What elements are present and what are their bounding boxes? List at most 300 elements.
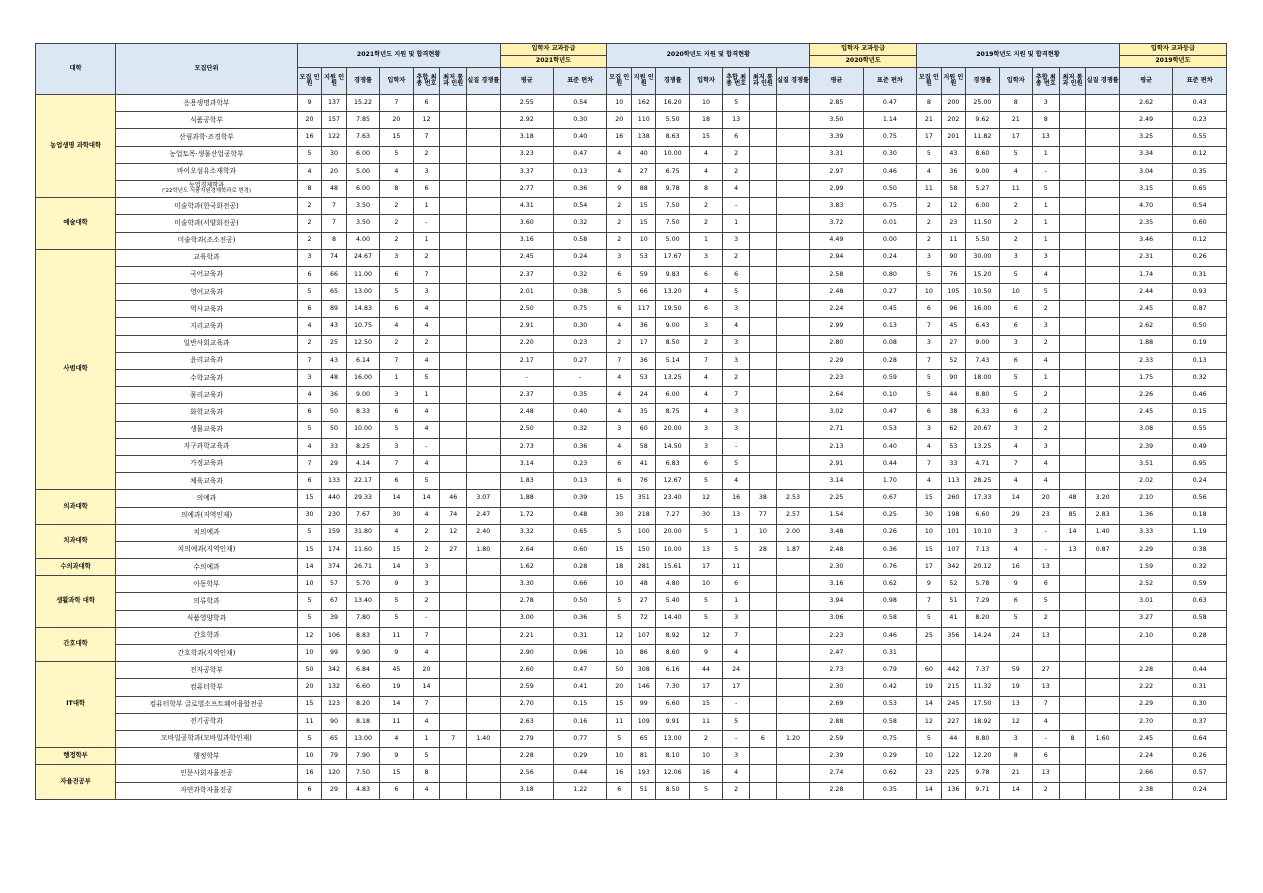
header-univ: 대학 [36, 44, 116, 95]
data-cell: 8 [999, 748, 1032, 765]
data-cell: 0.55 [1173, 421, 1227, 438]
data-cell [1059, 284, 1086, 301]
unit-name: 식품영양학과 [116, 610, 298, 627]
data-cell: 40 [631, 146, 656, 163]
data-cell: 7 [297, 455, 322, 472]
data-cell: 5 [380, 284, 413, 301]
data-cell: 2.37 [500, 266, 553, 283]
data-cell: 6 [917, 301, 942, 318]
data-cell [776, 679, 809, 696]
data-cell: 17 [917, 559, 942, 576]
unit-name: 산림과학·조경학부 [116, 129, 298, 146]
data-cell: 11 [941, 232, 966, 249]
data-cell: 0.16 [553, 713, 606, 730]
data-cell: 4 [297, 387, 322, 404]
data-cell: 19 [380, 679, 413, 696]
data-cell: 1.62 [500, 559, 553, 576]
data-cell: 4 [917, 473, 942, 490]
data-cell: 12.67 [656, 473, 689, 490]
data-cell: 3.02 [810, 404, 863, 421]
data-cell [440, 163, 467, 180]
subheader-enrolled: 입학자 [999, 68, 1032, 95]
data-cell: 0.29 [863, 748, 916, 765]
data-cell: 0.08 [863, 335, 916, 352]
data-cell: 3.18 [500, 782, 553, 799]
data-cell [776, 387, 809, 404]
data-cell [1059, 679, 1086, 696]
data-cell [1086, 662, 1119, 679]
data-cell: 0.57 [1173, 765, 1227, 782]
data-cell: 0.36 [553, 610, 606, 627]
data-cell: 7 [380, 95, 413, 112]
data-cell: 0.75 [863, 198, 916, 215]
data-cell: 9.00 [346, 387, 379, 404]
data-cell: 59 [631, 266, 656, 283]
data-cell: 6.60 [656, 696, 689, 713]
data-cell [1086, 696, 1119, 713]
data-cell: 14 [999, 782, 1032, 799]
data-cell: 50 [322, 404, 347, 421]
data-cell: 15 [689, 129, 722, 146]
data-cell: 5 [297, 284, 322, 301]
data-cell: 5 [999, 610, 1032, 627]
data-cell: 7.13 [966, 541, 999, 558]
data-cell: 1 [723, 215, 750, 232]
data-cell: 13 [999, 696, 1032, 713]
data-cell: 1.88 [500, 490, 553, 507]
data-cell [1086, 593, 1119, 610]
data-cell: 5.50 [966, 232, 999, 249]
data-cell: 17 [917, 129, 942, 146]
data-cell: 2.48 [810, 284, 863, 301]
data-cell: 5 [917, 146, 942, 163]
data-cell: 6.00 [656, 387, 689, 404]
data-cell: 20.00 [656, 421, 689, 438]
data-cell: 6.83 [656, 455, 689, 472]
table-row [36, 748, 1227, 765]
data-cell: 9 [297, 95, 322, 112]
data-cell [467, 662, 500, 679]
data-cell: 5 [380, 610, 413, 627]
data-cell [1086, 421, 1119, 438]
table-row [36, 627, 1227, 644]
data-cell [1059, 249, 1086, 266]
data-cell: 0.87 [1086, 541, 1119, 558]
subheader-grade-stddev: 표준 편차 [1173, 68, 1227, 95]
data-cell: 58 [631, 438, 656, 455]
subheader-enrolled: 입학자 [380, 68, 413, 95]
data-cell [467, 679, 500, 696]
data-cell [1086, 576, 1119, 593]
unit-name: 미술학과(한국화전공) [116, 198, 298, 215]
unit-name: 일반사회교육과 [116, 335, 298, 352]
data-cell: 2.10 [1119, 490, 1172, 507]
data-cell: 2.48 [810, 541, 863, 558]
data-cell: 30 [297, 507, 322, 524]
data-cell: 1.83 [500, 473, 553, 490]
table-row [36, 198, 1227, 215]
data-cell: 2 [380, 215, 413, 232]
data-cell: 14.83 [346, 301, 379, 318]
data-cell [750, 129, 777, 146]
data-cell [467, 215, 500, 232]
data-cell: 5 [297, 421, 322, 438]
table-row [36, 301, 1227, 318]
data-cell: 15 [631, 215, 656, 232]
data-cell: 16 [607, 129, 632, 146]
data-cell: 10 [297, 645, 322, 662]
data-cell: 0.23 [553, 335, 606, 352]
data-cell: 0.54 [1173, 198, 1227, 215]
data-cell: 1.59 [1119, 559, 1172, 576]
data-cell: 0.50 [863, 180, 916, 197]
data-cell: 6 [380, 782, 413, 799]
data-cell [1086, 352, 1119, 369]
data-cell: 5 [723, 713, 750, 730]
unit-name: 컴퓨터학부 글로벌소프트웨어융합전공 [116, 696, 298, 713]
data-cell: 1 [1032, 215, 1059, 232]
data-cell: 3.27 [1119, 610, 1172, 627]
data-cell: 0.58 [863, 713, 916, 730]
subheader-grade-mean: 평균 [1119, 68, 1172, 95]
table-row [36, 284, 1227, 301]
data-cell: 48 [631, 576, 656, 593]
data-cell: 14 [297, 559, 322, 576]
data-cell: 5 [917, 387, 942, 404]
data-cell: 0.27 [863, 284, 916, 301]
data-cell: 5 [917, 266, 942, 283]
data-cell: 11 [607, 713, 632, 730]
data-cell: 20.12 [966, 559, 999, 576]
data-cell: 7 [413, 627, 440, 644]
data-cell [750, 645, 777, 662]
data-cell: 8 [1032, 112, 1059, 129]
data-cell: 0.59 [1173, 576, 1227, 593]
data-cell: 1 [413, 730, 440, 747]
unit-name: 바이오섬유소재학과 [116, 163, 298, 180]
unit-name: 국어교육과 [116, 266, 298, 283]
data-cell: 2.85 [810, 95, 863, 112]
data-cell: 6 [689, 301, 722, 318]
data-cell: 13 [1032, 559, 1059, 576]
data-cell: 0.43 [1173, 95, 1227, 112]
data-cell: 30 [380, 507, 413, 524]
data-cell: 8 [297, 180, 322, 197]
data-cell [1086, 610, 1119, 627]
data-cell [776, 95, 809, 112]
data-cell: 442 [941, 662, 966, 679]
data-cell [440, 301, 467, 318]
data-cell: 0.28 [863, 352, 916, 369]
data-cell: 9 [380, 748, 413, 765]
data-cell: 6 [413, 180, 440, 197]
data-cell: 7.85 [346, 112, 379, 129]
data-cell: 11 [689, 713, 722, 730]
data-cell: 18 [689, 112, 722, 129]
data-cell: 3 [380, 249, 413, 266]
data-cell: 17 [689, 559, 722, 576]
data-cell: 5 [689, 782, 722, 799]
data-cell [467, 645, 500, 662]
data-cell: 2.33 [1119, 352, 1172, 369]
data-cell [467, 370, 500, 387]
data-cell: 0.40 [553, 404, 606, 421]
data-cell: 5 [689, 593, 722, 610]
data-cell: 3.39 [810, 129, 863, 146]
data-cell: 21 [917, 112, 942, 129]
data-cell: 2 [297, 232, 322, 249]
data-cell: 14 [917, 696, 942, 713]
data-cell [1086, 370, 1119, 387]
data-cell: 13.00 [656, 730, 689, 747]
unit-name: 화학교육과 [116, 404, 298, 421]
data-cell [1059, 146, 1086, 163]
subheader-final-waitlist-number: 추합 최종 번호 [1032, 68, 1059, 95]
data-cell: 8 [917, 95, 942, 112]
data-cell [440, 473, 467, 490]
data-cell: 4 [1032, 352, 1059, 369]
subheader-grade-mean: 평균 [500, 68, 553, 95]
header-grade-2021: 입학자 교과등급 [500, 44, 607, 56]
data-cell: 2 [999, 198, 1032, 215]
data-cell: 27 [631, 593, 656, 610]
data-cell: 9.78 [656, 180, 689, 197]
data-cell: 48 [322, 180, 347, 197]
data-cell: 5 [297, 593, 322, 610]
data-cell: 0.13 [863, 318, 916, 335]
data-cell [966, 645, 999, 662]
subheader-competition-rate: 경쟁률 [346, 68, 379, 95]
data-cell [776, 404, 809, 421]
data-cell: 3.83 [810, 198, 863, 215]
data-cell [776, 370, 809, 387]
data-cell: 41 [631, 455, 656, 472]
subheader-grade-stddev: 표준 편차 [553, 68, 606, 95]
data-cell: 8.80 [966, 387, 999, 404]
header-grade-2020: 입학자 교과등급 [810, 44, 917, 56]
data-cell: 4.71 [966, 455, 999, 472]
data-cell: 17.33 [966, 490, 999, 507]
data-cell: 2.50 [500, 301, 553, 318]
table-row [36, 473, 1227, 490]
data-cell: 4 [297, 438, 322, 455]
data-cell [467, 576, 500, 593]
data-cell: 4 [1032, 473, 1059, 490]
data-cell: 13.25 [656, 370, 689, 387]
data-cell [467, 95, 500, 112]
data-cell [440, 232, 467, 249]
data-cell: 20.00 [656, 524, 689, 541]
data-cell [467, 404, 500, 421]
data-cell [776, 748, 809, 765]
header-2020: 2020학년도 지원 및 합격현황 [607, 44, 810, 68]
data-cell: 0.12 [1173, 146, 1227, 163]
data-cell: 2.28 [1119, 662, 1172, 679]
data-cell: 14 [1059, 524, 1086, 541]
college-name: 생활과학 대학 [36, 576, 116, 628]
data-cell: 4 [689, 146, 722, 163]
data-cell: 20 [322, 163, 347, 180]
data-cell: 2.23 [810, 370, 863, 387]
data-cell: 3.16 [500, 232, 553, 249]
data-cell: 12 [440, 524, 467, 541]
data-cell: 6 [607, 301, 632, 318]
data-cell: 2 [413, 541, 440, 558]
data-cell: 8 [1059, 730, 1086, 747]
data-cell: 3 [413, 576, 440, 593]
data-cell: 6 [380, 266, 413, 283]
data-cell: 0.66 [553, 576, 606, 593]
data-cell: 3.07 [467, 490, 500, 507]
table-row [36, 610, 1227, 627]
data-cell: 159 [322, 524, 347, 541]
data-cell: 6 [380, 301, 413, 318]
data-cell: 7.50 [656, 215, 689, 232]
data-cell [1086, 146, 1119, 163]
data-cell: 10.00 [656, 541, 689, 558]
data-cell: 122 [941, 748, 966, 765]
data-cell: 109 [631, 713, 656, 730]
data-cell [776, 146, 809, 163]
data-cell: 8.50 [656, 782, 689, 799]
data-cell: 8.92 [656, 627, 689, 644]
data-cell: 5 [1032, 593, 1059, 610]
data-cell: 7 [322, 215, 347, 232]
data-cell: 0.63 [1173, 593, 1227, 610]
data-cell [1059, 576, 1086, 593]
data-cell: 4 [607, 387, 632, 404]
data-cell: 0.76 [863, 559, 916, 576]
data-cell: - [723, 696, 750, 713]
data-cell: 113 [941, 473, 966, 490]
data-cell: 8.75 [656, 404, 689, 421]
data-cell: 5 [689, 524, 722, 541]
table-row [36, 559, 1227, 576]
data-cell: 3 [917, 421, 942, 438]
data-cell: 0.30 [863, 146, 916, 163]
data-cell: 15 [297, 541, 322, 558]
data-cell: 2.62 [1119, 95, 1172, 112]
data-cell: 0.26 [1173, 249, 1227, 266]
data-cell: 3.50 [346, 198, 379, 215]
data-cell: - [1032, 163, 1059, 180]
college-name: 행정학부 [36, 748, 116, 765]
data-cell [1059, 387, 1086, 404]
data-cell: 0.13 [553, 473, 606, 490]
data-cell: 21 [999, 112, 1032, 129]
data-cell: 16.00 [966, 301, 999, 318]
data-cell [1059, 662, 1086, 679]
data-cell: 0.93 [1173, 284, 1227, 301]
data-cell: 2 [413, 335, 440, 352]
data-cell: 2.45 [1119, 404, 1172, 421]
data-cell [1086, 301, 1119, 318]
admission-table-container [35, 43, 1227, 800]
data-cell [1059, 180, 1086, 197]
data-cell: 44 [941, 387, 966, 404]
data-cell: 225 [941, 765, 966, 782]
data-cell: 8 [413, 765, 440, 782]
data-cell [467, 713, 500, 730]
data-cell: 20 [297, 679, 322, 696]
data-cell: 3 [297, 370, 322, 387]
data-cell: 58 [941, 180, 966, 197]
data-cell: 4 [723, 765, 750, 782]
data-cell [750, 198, 777, 215]
data-cell: 1.40 [1086, 524, 1119, 541]
data-cell: 15 [297, 696, 322, 713]
data-cell: 20 [607, 679, 632, 696]
data-cell [750, 679, 777, 696]
data-cell: 0.45 [863, 301, 916, 318]
data-cell [440, 198, 467, 215]
data-cell: 122 [322, 129, 347, 146]
data-cell: 27 [440, 541, 467, 558]
data-cell: 6 [917, 404, 942, 421]
data-cell [467, 593, 500, 610]
data-cell: 62 [941, 421, 966, 438]
data-cell: 2 [723, 370, 750, 387]
data-cell: - [1032, 541, 1059, 558]
data-cell: 0.25 [863, 507, 916, 524]
data-cell: 2.39 [810, 748, 863, 765]
unit-name: 윤리교육과 [116, 352, 298, 369]
data-cell: 8.33 [346, 404, 379, 421]
data-cell: 3 [723, 748, 750, 765]
data-cell: 2.70 [500, 696, 553, 713]
subheader-min-pass: 최저 통과 인원 [750, 68, 777, 95]
data-cell: 3 [689, 249, 722, 266]
data-cell [467, 163, 500, 180]
data-cell: 2 [1032, 404, 1059, 421]
data-cell: 8.20 [966, 610, 999, 627]
data-cell: 13 [1032, 765, 1059, 782]
data-cell: 5 [723, 455, 750, 472]
data-cell [1059, 266, 1086, 283]
data-cell: 10 [689, 95, 722, 112]
data-cell: 4 [607, 438, 632, 455]
data-cell: 3 [999, 421, 1032, 438]
data-cell: 201 [941, 129, 966, 146]
data-cell: 4 [1032, 455, 1059, 472]
data-cell: 7.90 [346, 748, 379, 765]
data-cell: 342 [941, 559, 966, 576]
data-cell: 2 [999, 215, 1032, 232]
data-cell: 2.55 [500, 95, 553, 112]
data-cell: 9 [689, 645, 722, 662]
data-cell: 0.44 [863, 455, 916, 472]
data-cell: 5 [607, 593, 632, 610]
data-cell: 1.22 [553, 782, 606, 799]
data-cell: 1.60 [1086, 730, 1119, 747]
subheader-grade-stddev: 표준 편차 [863, 68, 916, 95]
data-cell [440, 645, 467, 662]
table-row [36, 215, 1227, 232]
data-cell: 1.20 [776, 730, 809, 747]
data-cell: 2 [723, 163, 750, 180]
data-cell: 174 [322, 541, 347, 558]
table-body [36, 95, 1227, 800]
data-cell [750, 266, 777, 283]
data-cell: 107 [631, 627, 656, 644]
data-cell: 11 [999, 180, 1032, 197]
data-cell: 2.50 [500, 421, 553, 438]
data-cell: 2.92 [500, 112, 553, 129]
data-cell [776, 610, 809, 627]
data-cell [1086, 215, 1119, 232]
data-cell: 0.42 [863, 679, 916, 696]
data-cell: 3.51 [1119, 455, 1172, 472]
